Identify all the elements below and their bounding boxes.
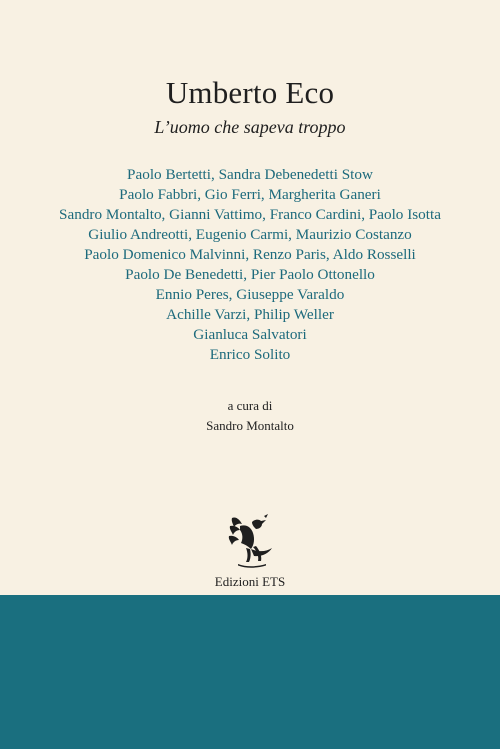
- curated-by-label: a cura di: [227, 398, 273, 413]
- author-line: Paolo Domenico Malvinni, Renzo Paris, Aldo Rosselli: [84, 246, 416, 263]
- book-subtitle: L’uomo che sapeva troppo: [154, 117, 346, 137]
- author-line: Paolo Fabbri, Gio Ferri, Margherita Ganeri: [119, 186, 381, 203]
- author-line: Gianluca Salvatori: [193, 326, 307, 343]
- book-title: Umberto Eco: [165, 75, 335, 110]
- author-line: Giulio Andreotti, Eugenio Carmi, Maurizio Costanzo: [88, 226, 412, 243]
- author-line: Paolo Bertetti, Sandra Debenedetti Stow: [127, 166, 373, 183]
- publisher-name: Edizioni ETS: [214, 574, 286, 589]
- curator-name: Sandro Montalto: [206, 418, 294, 433]
- author-line: Sandro Montalto, Gianni Vattimo, Franco Cardini, Paolo Isotta: [59, 206, 441, 223]
- author-line: Ennio Peres, Giuseppe Varaldo: [155, 286, 345, 303]
- author-line: Enrico Solito: [209, 346, 291, 363]
- publisher-emblem-icon: [224, 512, 278, 572]
- author-list: [0, 165, 500, 365]
- author-line: Paolo De Benedetti, Pier Paolo Ottonello: [125, 266, 375, 283]
- cover-color-band: [0, 595, 500, 749]
- author-line: Achille Varzi, Philip Weller: [166, 306, 334, 323]
